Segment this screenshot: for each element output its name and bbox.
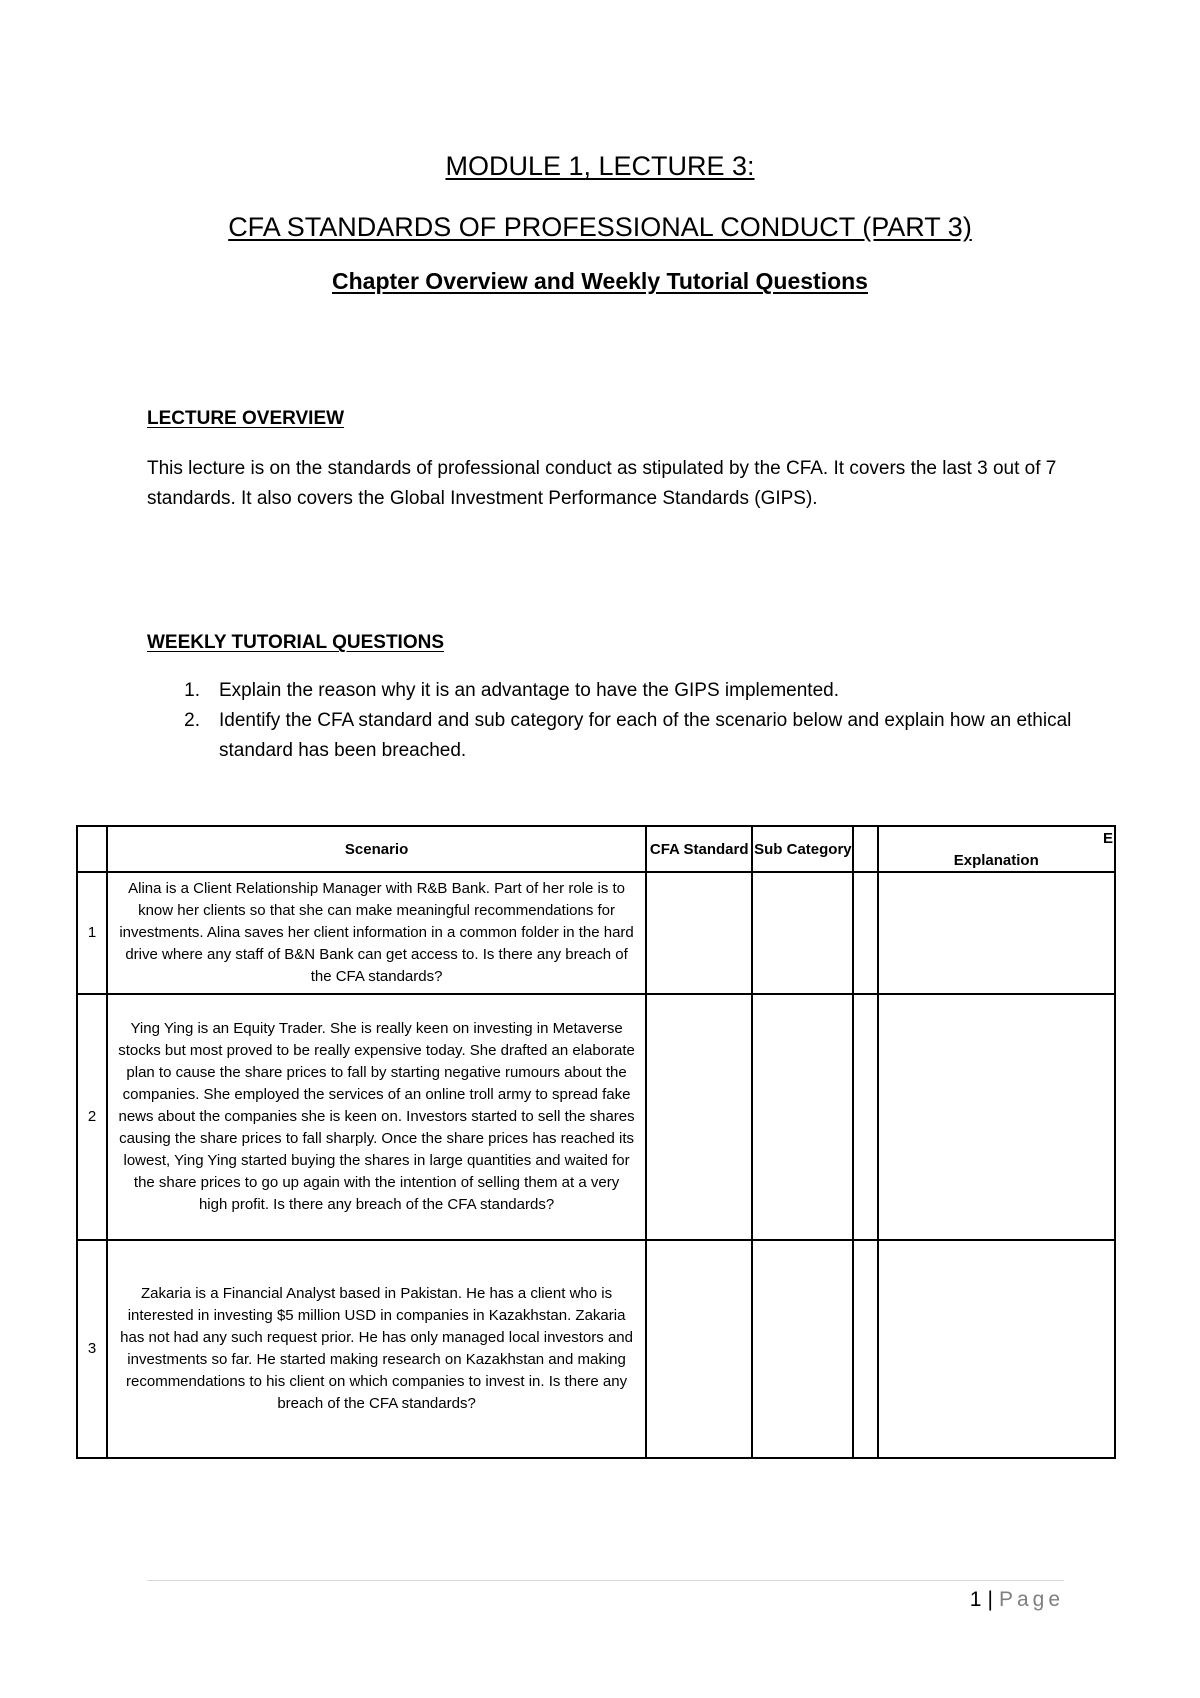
scenario-cell: Alina is a Client Relationship Manager with R&B Bank. Part of her role is to know her clients so that she can make meaningful recommendations for investments. Alina saves her client information in a common folder in the hard drive where any staff of B&N Bank can get access to. Is there any breach of the CFA standards? [107, 872, 646, 994]
list-item [147, 706, 1077, 766]
footer-divider [147, 1580, 1064, 1581]
subcategory-cell[interactable] [752, 1240, 853, 1458]
table-row [77, 994, 1115, 1240]
overview-text: This lecture is on the standards of professional conduct as stipulated by the CFA. It covers the last 3 out of 7 standards. It also covers the Global Investment Performance Standards (GIPS). [147, 458, 1057, 509]
explanation-cell[interactable] [878, 1240, 1116, 1458]
page-title: CFA STANDARDS OF PROFESSIONAL CONDUCT (PART 3) [228, 212, 972, 242]
question-text: Explain the reason why it is an advantage to have the GIPS implemented. [219, 680, 839, 701]
scenario-table [76, 825, 1116, 1459]
subcategory-header: Sub Category [752, 826, 853, 872]
standard-cell[interactable] [646, 994, 752, 1240]
page-footer [970, 1588, 1064, 1612]
row-number: 1 [77, 872, 107, 994]
question-number: 2. [184, 710, 200, 731]
explanation-letter: E [1102, 830, 1113, 847]
spacer-cell [853, 872, 877, 994]
scenario-header: Scenario [107, 826, 646, 872]
explanation-cell[interactable] [878, 994, 1116, 1240]
row-number: 2 [77, 994, 107, 1240]
question-list [147, 676, 1077, 766]
explanation-label: Explanation [953, 851, 1039, 869]
explanation-cell[interactable] [878, 872, 1116, 994]
question-text: Identify the CFA standard and sub category for each of the scenario below and explain how an ethical standard has been breached. [219, 710, 1072, 761]
scenario-cell: Ying Ying is an Equity Trader. She is really keen on investing in Metaverse stocks but most proved to be really expensive today. She drafted an elaborate plan to cause the share prices to fall by starting negative rumours about the companies. She employed the services of an online troll army to spread fake news about the companies she is keen on. Investors started to sell the shares causing the share prices to fall sharply. Once the share prices has reached its lowest, Ying Ying started buying the shares in large quantities and waited for the share prices to go up again with the intention of selling them at a very high profit. Is there any breach of the CFA standards? [107, 994, 646, 1240]
table-row [77, 1240, 1115, 1458]
table-row [77, 872, 1115, 994]
list-item [147, 676, 1077, 706]
table-header-row [77, 826, 1115, 872]
spacer-header [853, 826, 877, 872]
standard-header: CFA Standard [646, 826, 752, 872]
question-number: 1. [184, 680, 200, 701]
spacer-cell [853, 1240, 877, 1458]
subcategory-cell[interactable] [752, 994, 853, 1240]
page-label: Page [998, 1588, 1064, 1611]
spacer-cell [853, 994, 877, 1240]
footer-separator: | [987, 1588, 993, 1611]
standard-cell[interactable] [646, 1240, 752, 1458]
subcategory-cell[interactable] [752, 872, 853, 994]
row-number: 3 [77, 1240, 107, 1458]
number-header [77, 826, 107, 872]
page-subtitle: Chapter Overview and Weekly Tutorial Questions [332, 268, 868, 294]
module-title: MODULE 1, LECTURE 3: [445, 151, 755, 181]
overview-heading: LECTURE OVERVIEW [147, 408, 345, 429]
explanation-header [878, 826, 1116, 872]
tutorial-heading: WEEKLY TUTORIAL QUESTIONS [147, 632, 445, 653]
page-number: 1 [969, 1588, 982, 1611]
standard-cell[interactable] [646, 872, 752, 994]
scenario-cell: Zakaria is a Financial Analyst based in Pakistan. He has a client who is interested in investing $5 million USD in companies in Kazakhstan. Zakaria has not had any such request prior. He has only managed local investors and investments so far. He started making research on Kazakhstan and making recommendations to his client on which companies to invest in. Is there any breach of the CFA standards? [107, 1240, 646, 1458]
